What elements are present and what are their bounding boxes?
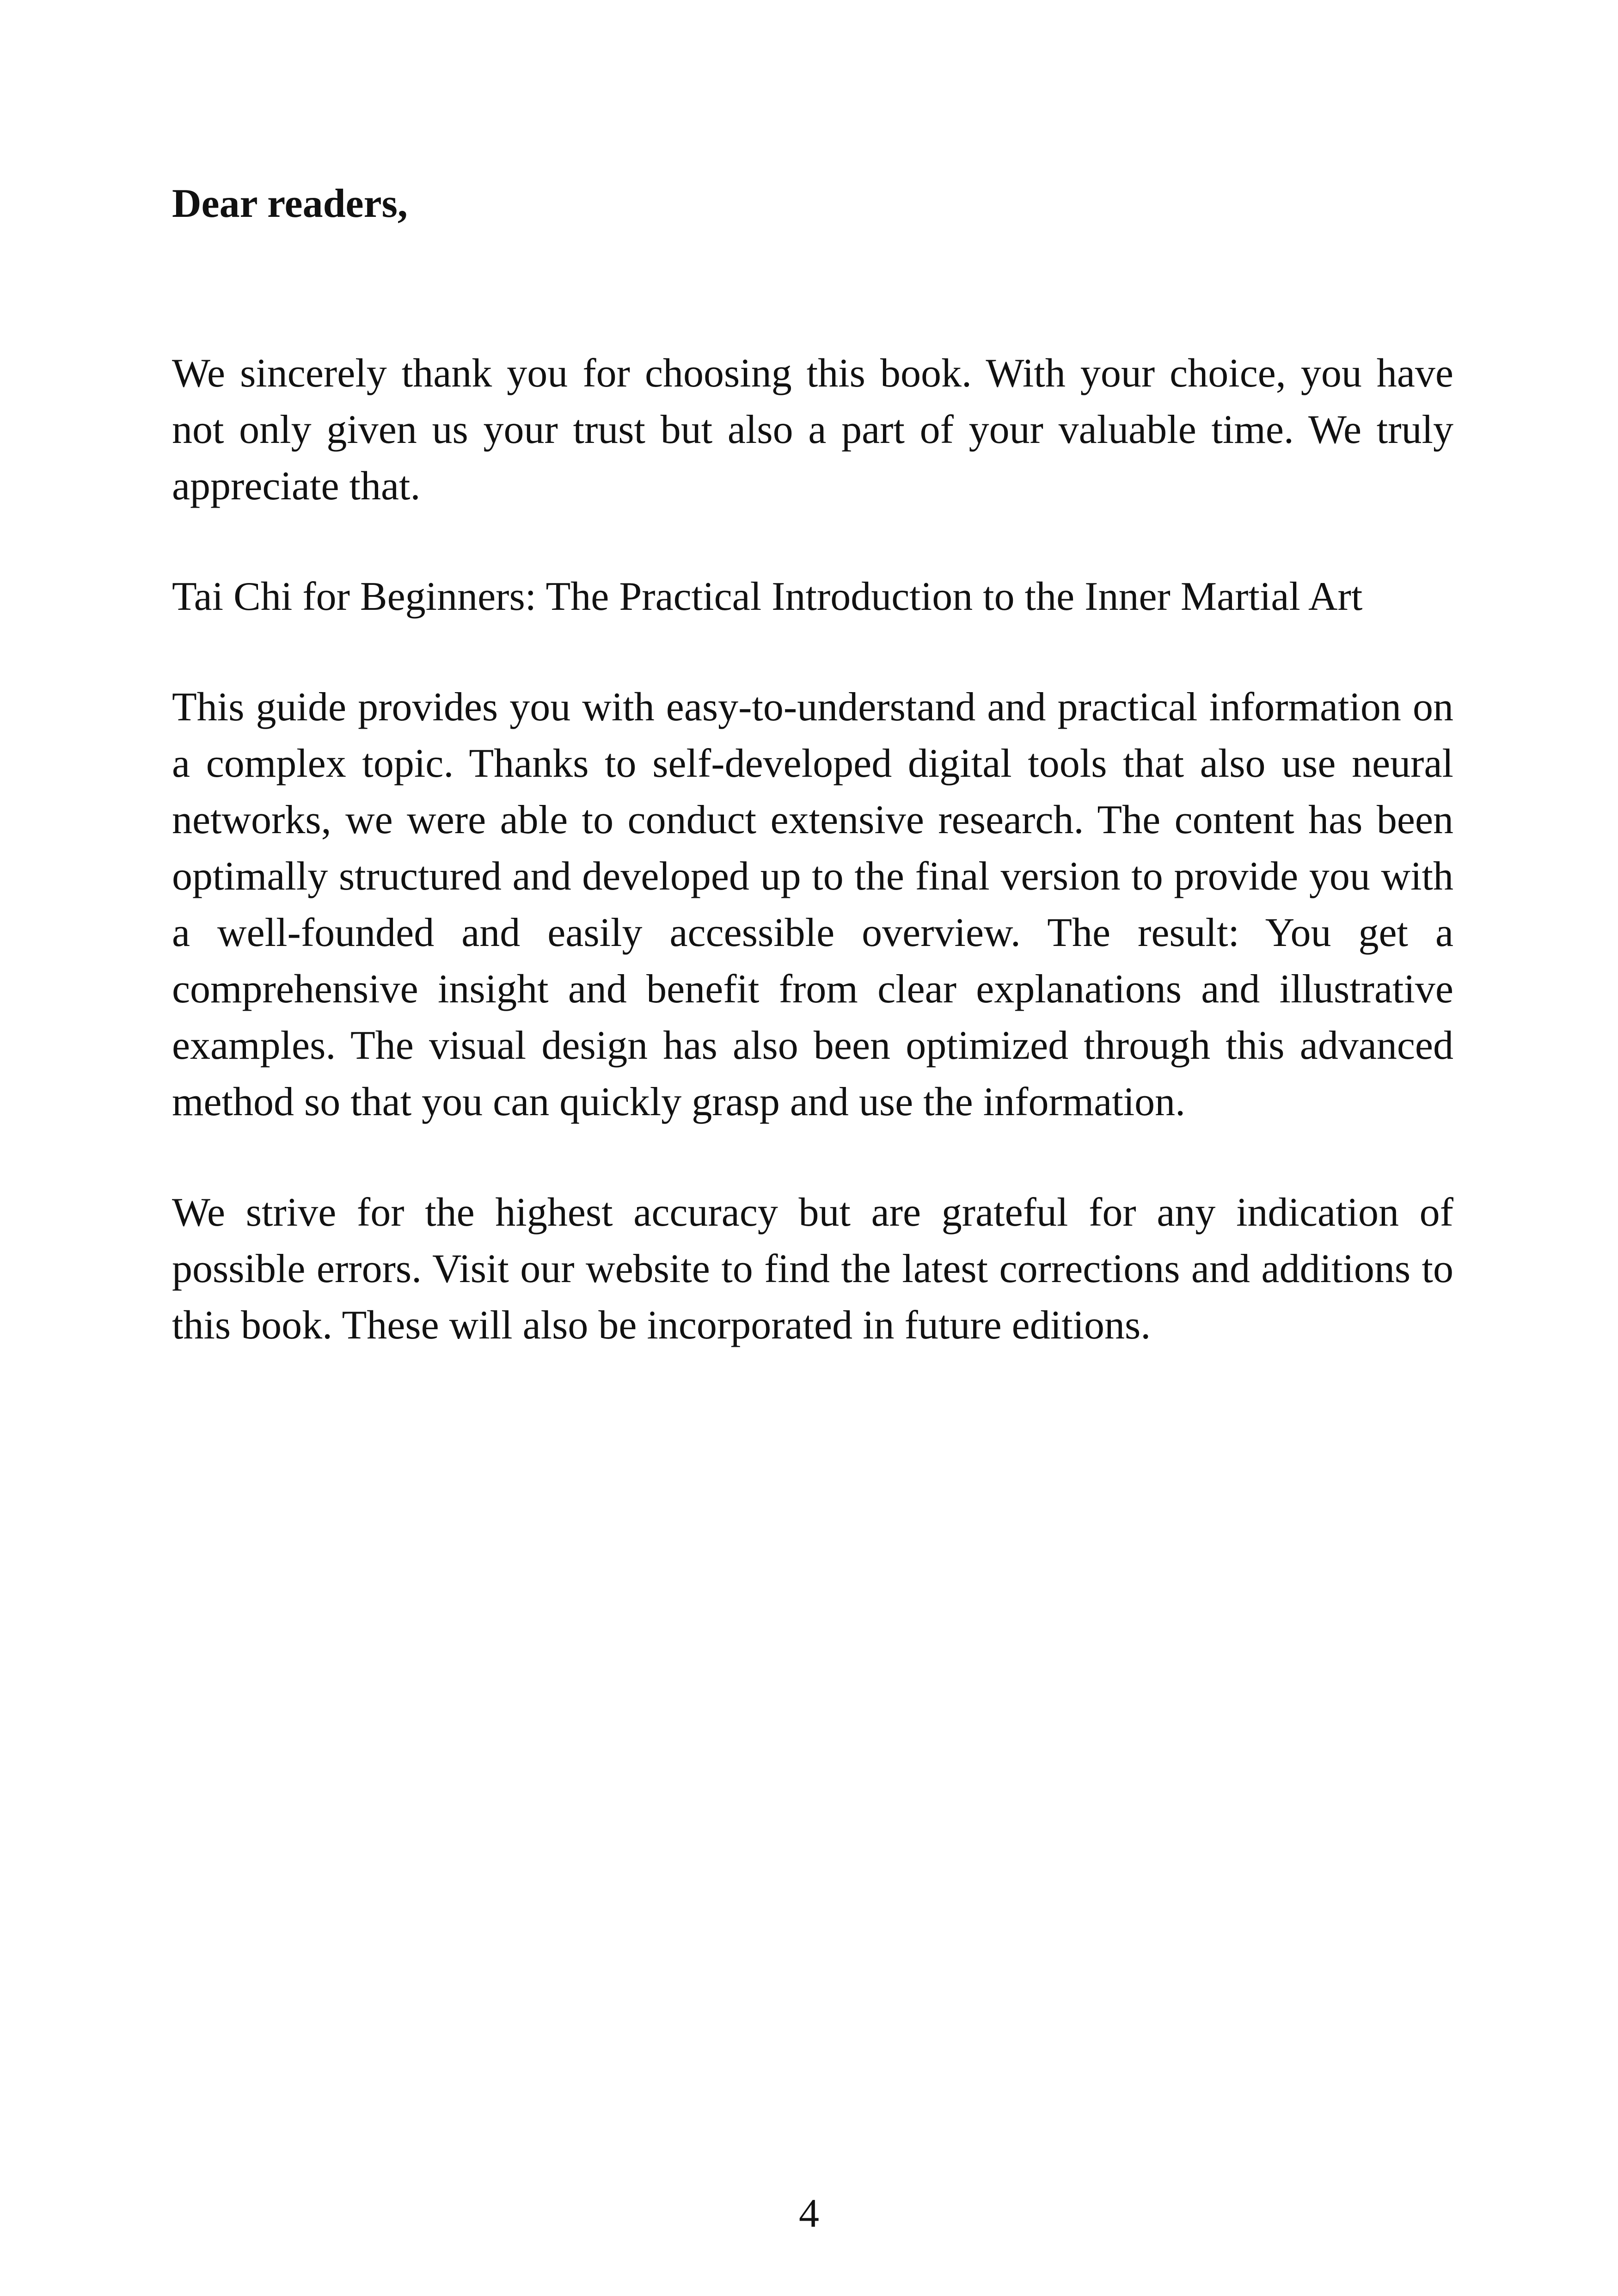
book-title-line: Tai Chi for Beginners: The Practical Introduction to the Inner Martial Art bbox=[172, 574, 1363, 619]
thank-you-paragraph: We sincerely thank you for choosing this book. With your choice, you have not only given us your trust but also a part of your valuable time. We truly appreciate that. bbox=[172, 351, 1453, 509]
errata-paragraph: We strive for the highest accuracy but are grateful for any indication of possible errors. Visit our website to find the latest corrections and additions to this book. These will also be incorporated in future editions. bbox=[172, 1190, 1453, 1348]
salutation: Dear readers, bbox=[172, 181, 408, 226]
letter-body bbox=[172, 176, 1453, 1408]
page-number: 4 bbox=[799, 2191, 819, 2236]
guide-description-paragraph: This guide provides you with easy-to-understand and practical information on a complex topic. Thanks to self-developed digital tools that also use neural networks, we were able to conduct extensive research. The content has been optimally structured and developed up to the final version to provide you with a well-founded and easily accessible overview. The result: You get a comprehensive insight and benefit from clear explanations and illustrative examples. The visual design has also been optimized through this advanced method so that you can quickly grasp and use the information. bbox=[172, 685, 1453, 1124]
